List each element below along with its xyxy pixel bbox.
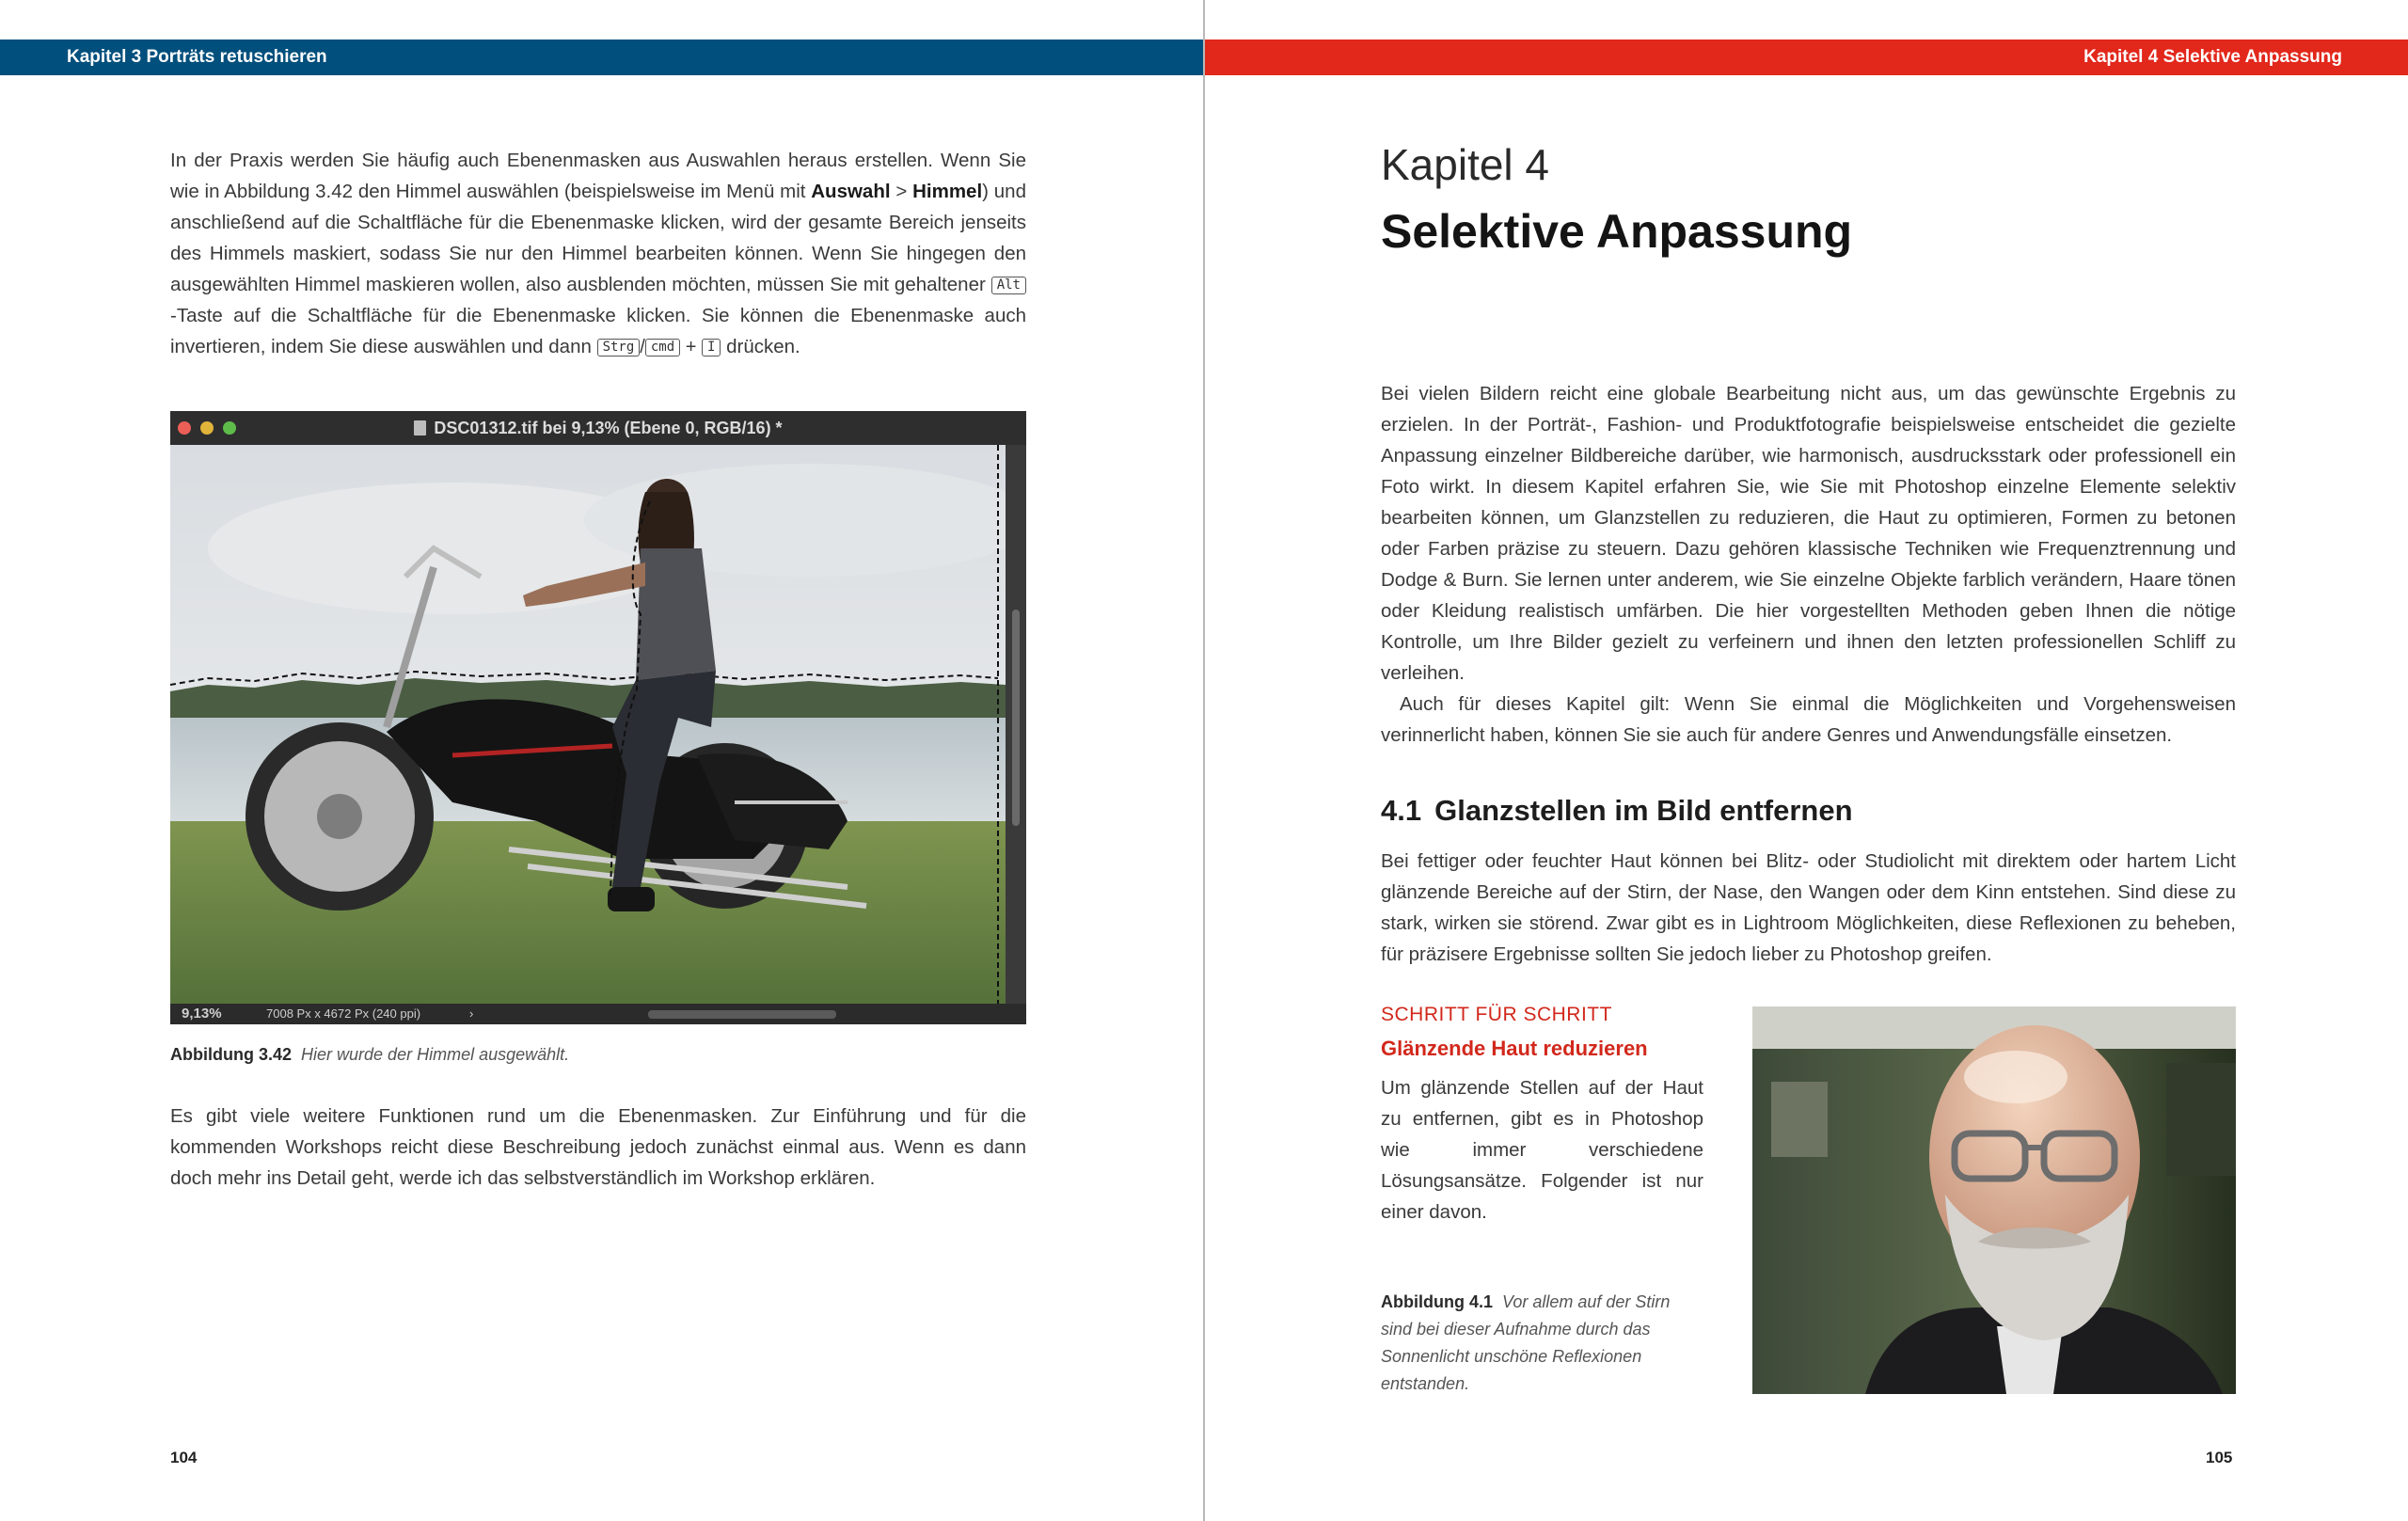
section-heading <box>1381 794 1853 828</box>
portrait-photo <box>1752 1006 2236 1394</box>
vertical-scroll-thumb[interactable] <box>1012 610 1020 826</box>
window-zoom-icon[interactable] <box>223 421 236 435</box>
intro-paragraph <box>1381 378 2236 751</box>
caption-label: Abbildung 4.1 <box>1381 1292 1493 1311</box>
section-title: Glanzstellen im Bild entfernen <box>1434 794 1853 827</box>
key-strg: Strg <box>597 339 641 356</box>
key-cmd: cmd <box>645 339 680 356</box>
para1-text-b: ) und anschließend auf die Schaltfläche für die Ebenenmaske klicken, wird der gesamte Bereich jenseits des Himmels maskiert, sodass Sie nur den Himmel bearbeiten können. Wenn Sie hingegen den ausgewählten Himmel maskieren wollen, also ausblenden möchten, müssen Sie mit gehaltener <box>170 181 1026 295</box>
document-dimensions: 7008 Px x 4672 Px (240 ppi) <box>266 1006 421 1021</box>
step-by-step-label: SCHRITT FÜR SCHRITT <box>1381 1004 1612 1025</box>
vertical-scrollbar[interactable] <box>1006 445 1026 1004</box>
left-paragraph-2: Es gibt viele weitere Funktionen rund um die Ebenenmasken. Zur Einführung und für die kommenden Workshops reicht diese Beschreibung jedoch zunächst einmal aus. Wenn es dann doch mehr ins Detail geht, werde ich das selbstverständlich im Workshop erklären. <box>170 1105 1026 1189</box>
ps-document-title: DSC01312.tif bei 9,13% (Ebene 0, RGB/16) * <box>434 419 783 437</box>
document-icon <box>414 420 426 436</box>
left-running-header: Kapitel 3 Porträts retuschieren <box>0 40 1203 75</box>
window-close-icon[interactable] <box>178 421 191 435</box>
menu-term-himmel: Himmel <box>912 181 983 202</box>
key-plus: + <box>680 337 702 357</box>
right-running-header: Kapitel 4 Selektive Anpassung <box>1205 40 2408 75</box>
figure-caption-3-42 <box>170 1042 569 1067</box>
window-minimize-icon[interactable] <box>200 421 214 435</box>
step-title: Glänzende Haut reduzieren <box>1381 1037 1648 1060</box>
menu-separator: > <box>890 181 913 202</box>
page-number-right: 105 <box>2206 1449 2233 1466</box>
chapter-label: Kapitel 4 <box>1381 140 1550 189</box>
left-paragraph-1 <box>170 145 1026 363</box>
chapter-title: Selektive Anpassung <box>1381 205 1853 258</box>
photoshop-window-screenshot <box>170 411 1026 1024</box>
horizontal-scroll-thumb[interactable] <box>648 1010 836 1019</box>
figure-caption-4-1 <box>1381 1289 1691 1398</box>
status-menu-arrow-icon[interactable]: › <box>469 1006 474 1021</box>
menu-term-auswahl: Auswahl <box>811 181 891 202</box>
para1-text-d: drücken. <box>721 336 800 357</box>
intro-text: Bei vielen Bildern reicht eine globale Bearbeitung nicht aus, um das gewünschte Ergebnis zu erzielen. In der Porträt-, Fashion- und Produktfotografie beispielsweise entscheidet die gezielte Anpassung einzelner Bildbereiche darüber, wie harmonisch, ausdrucksstark oder professionell ein Foto wirkt. In diesem Kapitel erfahren Sie, wie Sie mit Photoshop einzelne Elemente selektiv bearbeiten können, um Glanzstellen zu reduzieren, die Haut zu optimieren, Formen zu betonen oder Farben präzise zu steuern. Dazu gehören klassische Techniken wie Frequenztrennung und Dodge & Burn. Sie lernen unter anderem, wie Sie einzelne Objekte farblich verändern, Haare tönen oder Kleidung realistisch umfärben. Die hier vorgestellten Methoden geben Ihnen die nötige Kontrolle, um Ihre Bilder gezielt zu verfeinern und ihnen den letzten professionellen Schliff zu verleihen. <box>1381 383 2236 684</box>
right-page <box>1205 0 2408 1521</box>
caption-label: Abbildung 3.42 <box>170 1045 293 1064</box>
caption-text: Hier wurde der Himmel ausgewählt. <box>301 1045 570 1064</box>
para1-text-c: -Taste auf die Schaltfläche für die Ebenenmaske klicken. Sie können die Ebenenmaske auch invertieren, indem Sie diese auswählen und dann <box>170 305 1026 357</box>
ps-status-bar <box>170 1004 1026 1024</box>
step-paragraph: Um glänzende Stellen auf der Haut zu entfernen, gibt es in Photoshop wie immer verschiedene Lösungsansätze. Folgender ist nur einer davon. <box>1381 1077 1703 1223</box>
page-number-left: 104 <box>170 1449 198 1466</box>
zoom-level[interactable]: 9,13% <box>182 1006 222 1022</box>
left-page <box>0 0 1203 1521</box>
caption-text: Vor allem auf der Stirn sind bei dieser Aufnahme durch das Sonnenlicht unschöne Reflexionen entstanden. <box>1381 1292 1671 1393</box>
key-slash: / <box>640 337 645 357</box>
ps-titlebar <box>170 411 1026 445</box>
motorcycle-photo <box>170 445 1006 1004</box>
key-alt: Alt <box>991 277 1026 294</box>
para1-text-a: In der Praxis werden Sie häufig auch Ebenenmasken aus Auswahlen heraus erstellen. Wenn Sie wie in Abbildung 3.42 den Himmel auswählen (beispielsweise im Menü mit <box>170 150 1026 202</box>
key-i: I <box>702 339 721 356</box>
intro-text-2: Auch für dieses Kapitel gilt: Wenn Sie einmal die Möglichkeiten und Vorgehensweisen verinnerlicht haben, können Sie sie auch für andere Genres und Anwendungsfälle einsetzen. <box>1381 693 2236 746</box>
section-number: 4.1 <box>1381 794 1422 827</box>
section-paragraph: Bei fettiger oder feuchter Haut können bei Blitz- oder Studiolicht mit direktem oder hartem Licht glänzende Bereiche auf der Stirn, der Nase, den Wangen oder dem Kinn entstehen. Sind diese zu stark, wirken sie störend. Zwar gibt es in Lightroom Möglichkeiten, diese Reflexionen zu beheben, für präzisere Ergebnisse sollten Sie jedoch lieber zu Photoshop greifen. <box>1381 850 2236 965</box>
